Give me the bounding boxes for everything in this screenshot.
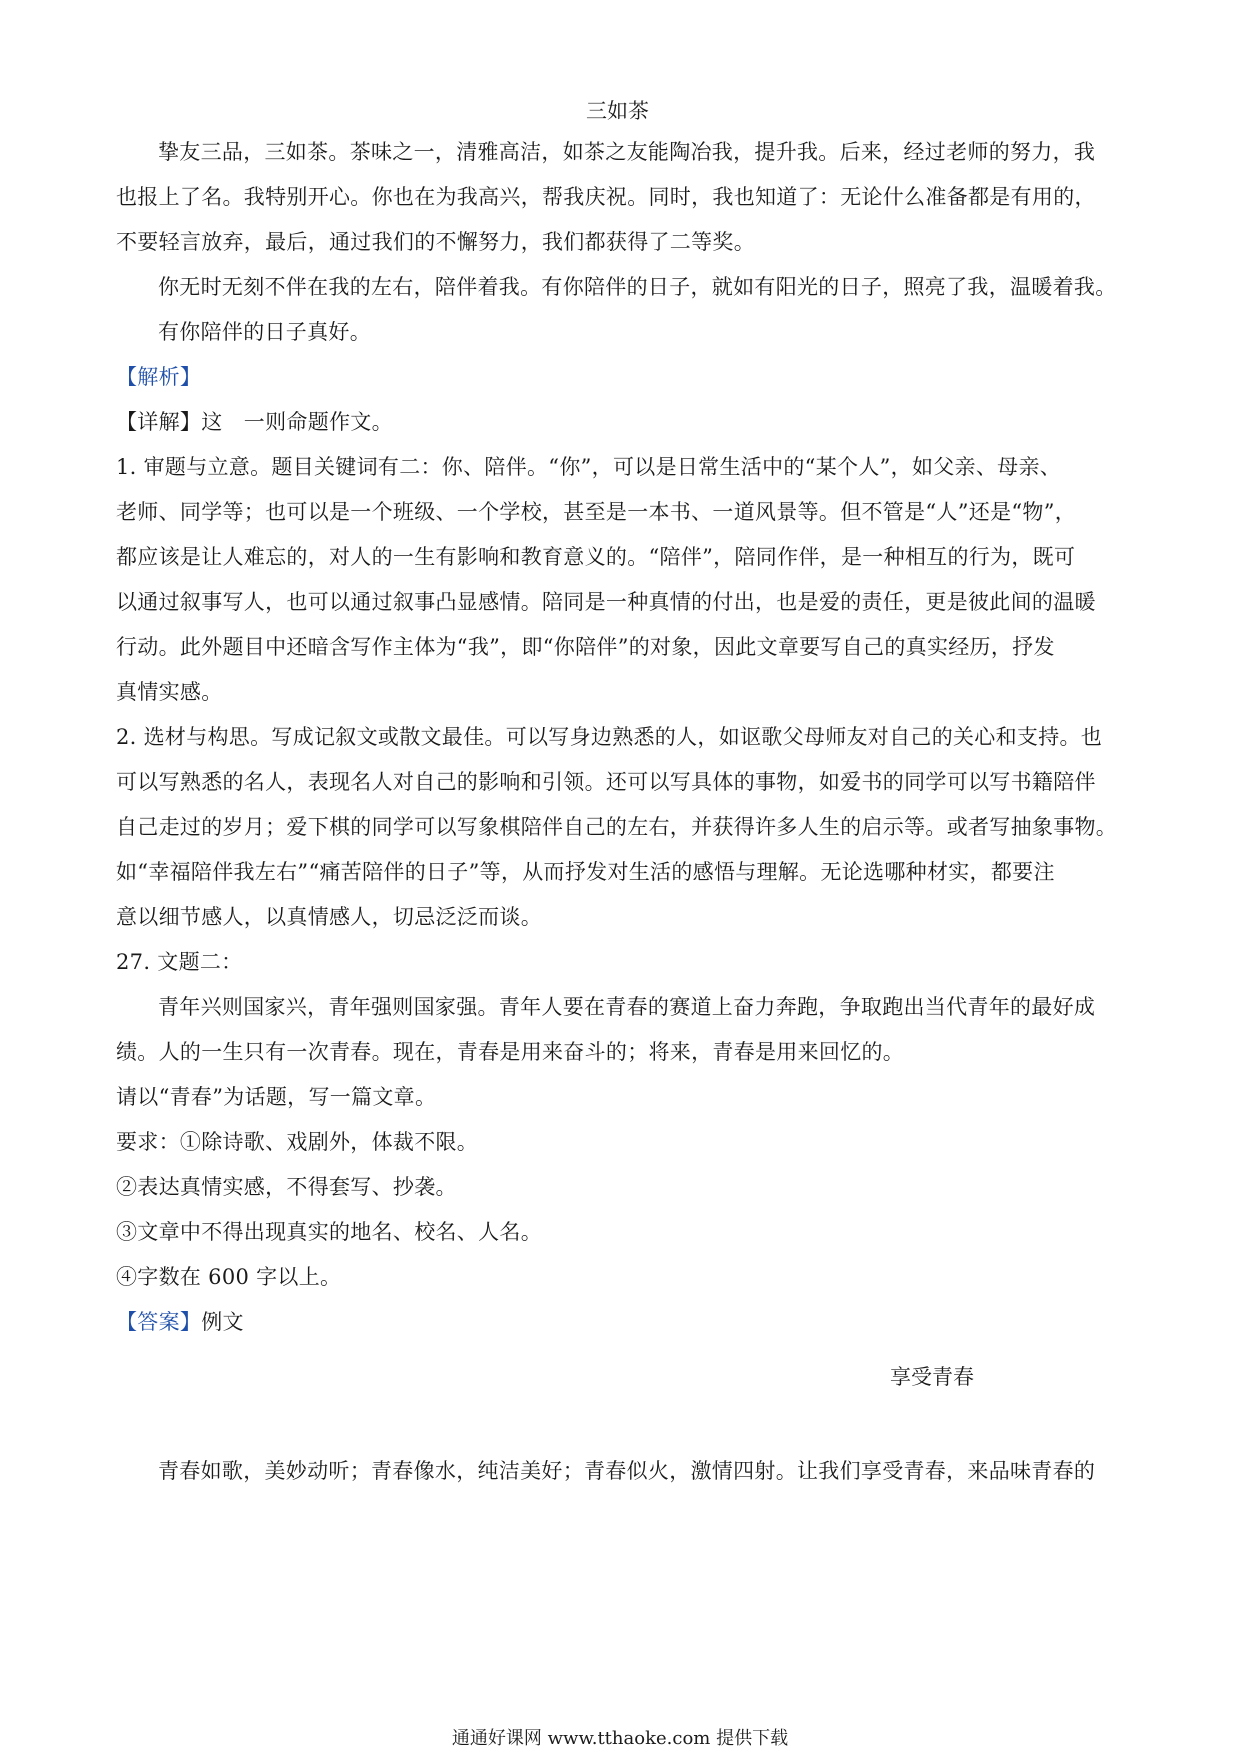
analysis-point1-line: 行动。此外题目中还暗含写作主体为“我”，即“你陪伴”的对象，因此文章要写自己的真实经历，抒发	[116, 635, 1055, 659]
requirement-item: ④字数在 600 字以上。	[116, 1265, 342, 1289]
analysis-tag: 【解析】	[116, 365, 202, 389]
essay-paragraph-line: 你无时无刻不伴在我的左右，陪伴着我。有你陪伴的日子，就如有阳光的日子，照亮了我，温暖着我。	[158, 275, 1117, 299]
question-instruction: 请以“青春”为话题，写一篇文章。	[116, 1085, 437, 1109]
analysis-point1-line: 1. 审题与立意。题目关键词有二：你、陪伴。“你”，可以是日常生活中的“某个人”，如父亲、母亲、	[116, 455, 1062, 479]
analysis-point2-line: 2. 选材与构思。写成记叙文或散文最佳。可以写身边熟悉的人，如讴歌父母师友对自己的关心和支持。也	[116, 725, 1103, 749]
analysis-point2-line: 可以写熟悉的名人，表现名人对自己的影响和引领。还可以写具体的事物，如爱书的同学可以写书籍陪伴	[116, 770, 1096, 794]
question-prompt-line: 青年兴则国家兴，青年强则国家强。青年人要在青春的赛道上奋力奔跑，争取跑出当代青年的最好成	[158, 995, 1096, 1019]
question-prompt-line: 绩。人的一生只有一次青春。现在，青春是用来奋斗的；将来，青春是用来回忆的。	[116, 1040, 905, 1064]
detail-text: 这 一则命题作文。	[201, 410, 393, 434]
analysis-point2-line: 自己走过的岁月；爱下棋的同学可以写象棋陪伴自己的左右，并获得许多人生的启示等。或者写抽象事物。	[116, 815, 1118, 839]
analysis-point2-line: 意以细节感人，以真情感人，切忌泛泛而谈。	[116, 905, 542, 929]
detail-line	[116, 407, 1136, 437]
example-essay-title: 享受青春	[890, 1365, 974, 1389]
answer-text: 例文	[201, 1310, 244, 1334]
detail-tag: 【详解】	[116, 410, 202, 434]
analysis-point1-line: 以通过叙事写人，也可以通过叙事凸显感情。陪同是一种真情的付出，也是爱的责任，更是彼此间的温暖	[116, 590, 1096, 614]
essay-paragraph-line: 有你陪伴的日子真好。	[158, 320, 371, 344]
example-essay-line: 青春如歌，美妙动听；青春像水，纯洁美好；青春似火，激情四射。让我们享受青春，来品味青春的	[158, 1459, 1096, 1483]
analysis-point2-line: 如“幸福陪伴我左右”“痛苦陪伴的日子”等，从而抒发对生活的感悟与理解。无论选哪种材实，都要注	[116, 860, 1055, 884]
essay-paragraph-line: 也报上了名。我特别开心。你也在为我高兴，帮我庆祝。同时，我也知道了：无论什么准备都是有用的，	[116, 185, 1096, 209]
essay-paragraph-line: 挚友三品，三如茶。茶味之一，清雅高洁，如茶之友能陶冶我，提升我。后来，经过老师的努力，我	[158, 140, 1096, 164]
analysis-point1-line: 真情实感。	[116, 680, 223, 704]
essay-paragraph-line: 不要轻言放弃，最后，通过我们的不懈努力，我们都获得了二等奖。	[116, 230, 755, 254]
requirement-item: ②表达真情实感，不得套写、抄袭。	[116, 1175, 457, 1199]
answer-tag: 【答案】	[116, 1310, 202, 1334]
requirement-item: ③文章中不得出现真实的地名、校名、人名。	[116, 1220, 542, 1244]
answer-line	[116, 1307, 1136, 1337]
question-heading: 27. 文题二：	[116, 950, 243, 974]
analysis-point1-line: 老师、同学等；也可以是一个班级、一个学校，甚至是一本书、一道风景等。但不管是“人”还是“物”，	[116, 500, 1077, 524]
analysis-point1-line: 都应该是让人难忘的，对人的一生有影响和教育意义的。“陪伴”，陪同作伴，是一种相互的行为，既可	[116, 545, 1076, 569]
essay-title: 三如茶	[586, 99, 649, 123]
requirement-item: 要求：①除诗歌、戏剧外，体裁不限。	[116, 1130, 479, 1154]
page-footer: 通通好课网 www.tthaoke.com 提供下载	[451, 1728, 789, 1749]
